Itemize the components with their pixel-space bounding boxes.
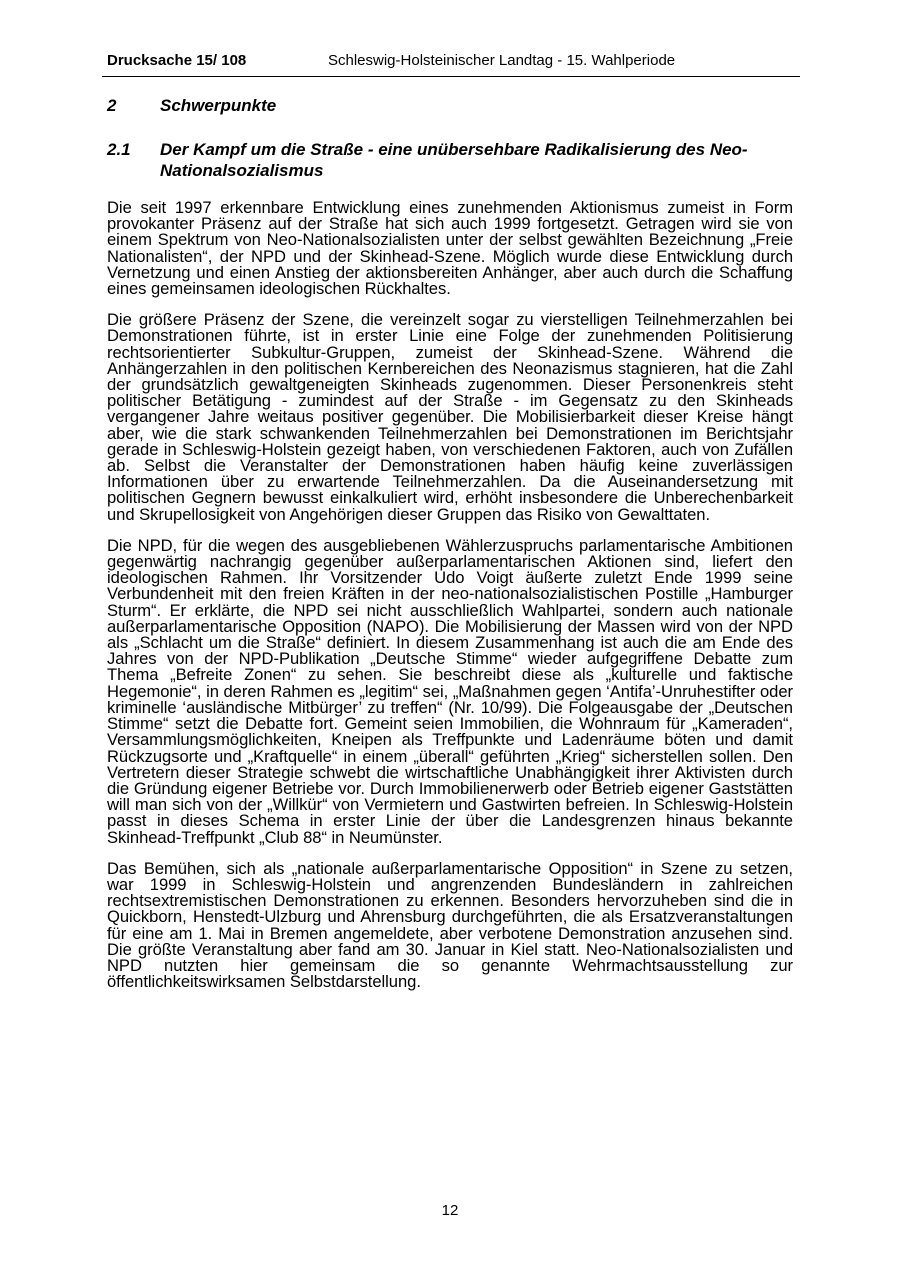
paragraph-1: Die seit 1997 erkennbare Entwicklung eines zunehmenden Aktionismus zumeist in Form provokanter Präsenz auf der Straße hat sich auch 1999 fortgesetzt. Getragen wird sie von einem Spektrum von Neo-Nationalsozialisten unter der selbst gewählten Bezeichnung „Freie Nationalisten“, der NPD und der Skinhead-Szene. Möglich wurde diese Entwicklung durch Vernetzung und einen Anstieg der aktionsbereiten Anhänger, aber auch durch die Schaffung eines gemeinsamen ideologischen Rückhaltes.: [107, 198, 793, 299]
paragraph-3: Die NPD, für die wegen des ausgebliebenen Wählerzuspruchs parlamentarische Ambitionen gegenwärtig nachrangig gegenüber außerparlamentarischen Aktionen sind, liefert den ideologischen Rahmen. Ihr Vorsitzender Udo Voigt äußerte zuletzt Ende 1999 seine Verbundenheit mit den freien Kräften in der neo-nationalsozialistischen Postille „Hamburger Sturm“. Er erklärte, die NPD sei nicht ausschließlich Wahlpartei, sondern auch nationale außerparlamentarische Opposition (NAPO). Die Mobilisierung der Massen wird von der NPD als „Schlacht um die Straße“ definiert. In diesem Zusammenhang ist auch die am Ende des Jahres von der NPD-Publikation „Deutsche Stimme“ wieder aufgegriffene Debatte zum Thema „Befreite Zonen“ zu sehen. Sie beschreibt diese als „kulturelle und faktische Hegemonie“, in deren Rahmen es „legitim“ sei, „Maßnahmen gegen ‘Antifa’-Unruhestifter oder kriminelle ‘ausländische Mitbürger’ zu treffen“ (Nr. 10/99). Die Folgeausgabe der „Deutschen Stimme“ setzt die Debatte fort. Gemeint seien Immobilien, die Wohnraum für „Kameraden“, Versammlungsmöglichkeiten, Kneipen als Treffpunkte und Ladenräume böten und damit Rückzugsorte und „Kraftquelle“ in einem „überall“ geführten „Krieg“ sicherstellen sollen. Den Vertretern dieser Strategie schwebt die wirtschaftliche Unabhängigkeit ihrer Aktivisten durch die Gründung eigener Betriebe vor. Durch Immobilienerwerb oder Betrieb eigener Gaststätten will man sich von der „Willkür“ von Vermietern und Gastwirten befreien. In Schleswig-Holstein passt in dieses Schema in erster Linie der über die Landesgrenzen hinaus bekannte Skinhead-Treffpunkt „Club 88“ in Neumünster.: [107, 535, 793, 847]
page-header: [102, 50, 798, 78]
paragraph-2: Die größere Präsenz der Szene, die vereinzelt sogar zu vierstelligen Teilnehmerzahlen bei Demonstrationen führte, ist in erster Linie eine Folge der zunehmenden Politisierung rechtsorientierter Subkultur-Gruppen, zumeist der Skinhead-Szene. Während die Anhängerzahlen in den politischen Kernbereichen des Neonazismus stagnieren, hat die Zahl der grundsätzlich gewaltgeneigten Skinheads zugenommen. Dieser Personenkreis steht politischer Betätigung - zumindest auf der Straße - im Gegensatz zu den Skinheads vergangener Jahre weitaus positiver gegenüber. Die Mobilisierbarkeit dieser Kreise hängt aber, wie die stark schwankenden Teilnehmerzahlen bei Demonstrationen im Berichtsjahr gerade in Schleswig-Holstein gezeigt haben, von verschiedenen Faktoren, auch von Zufällen ab. Selbst die Veranstalter der Demonstrationen haben häufig keine zuverlässigen Informationen über zu erwartende Teilnehmerzahlen. Da die Auseinandersetzung mit politischen Gegnern bewusst einkalkuliert wird, erhöht insbesondere die Unberechenbarkeit und Skrupellosigkeit von Angehörigen dieser Gruppen das Risiko von Gewalttaten.: [107, 310, 793, 524]
section-title: Schwerpunkte: [160, 96, 277, 115]
parliament-title: Schleswig-Holsteinischer Landtag - 15. Wahlperiode: [326, 50, 800, 77]
section-number: 2: [107, 96, 117, 115]
paragraph-4: Das Bemühen, sich als „nationale außerparlamentarische Opposition“ in Szene zu setzen, war 1999 in Schleswig-Holstein und angrenzenden Bundesländern in zahlreichen rechtsextremistischen Demonstrationen zu erkennen. Besonders hervorzuheben sind die in Quickborn, Henstedt-Ulzburg und Ahrensburg durchgeführten, die als Ersatzveranstaltungen für eine am 1. Mai in Bremen angemeldete, aber verbotene Demonstration anzusehen sind. Die größte Veranstaltung aber fand am 30. Januar in Kiel statt. Neo-Nationalsozialisten und NPD nutzten hier gemeinsam die so genannte Wehrmachtsausstellung zur öffentlichkeitswirksamen Selbstdarstellung.: [107, 858, 793, 992]
subsection-number: 2.1: [107, 140, 131, 159]
document-number: Drucksache 15/ 108: [102, 50, 327, 77]
body-text: [107, 200, 793, 1005]
subsection-title: Der Kampf um die Straße - eine unübersehbare Radikalisierung des Neo-Nationalsozialismus: [160, 140, 748, 180]
page-number: 12: [441, 1202, 459, 1219]
